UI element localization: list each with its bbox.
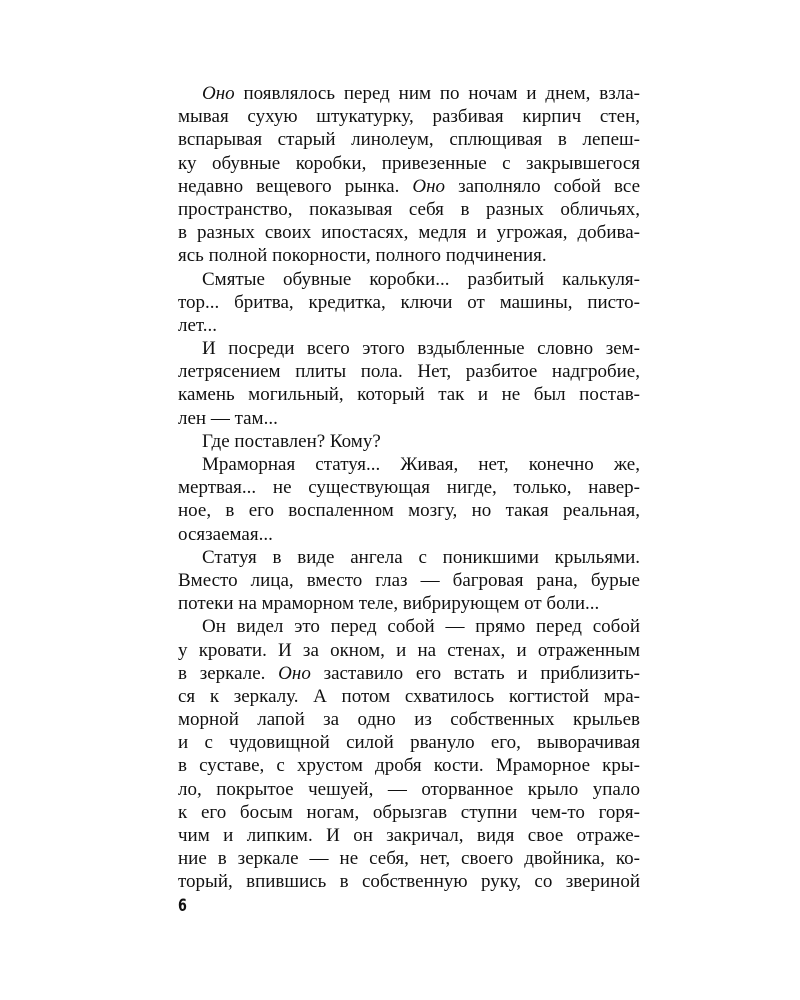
text-line: осязаемая... — [178, 523, 273, 545]
body-text — [178, 82, 640, 894]
text-line: в разных своих ипостасях, медля и угрожая, добива- — [178, 222, 640, 244]
text-line: вспарывая старый линолеум, сплющивая в лепеш- — [178, 129, 640, 151]
text-line: в суставе, с хрустом дробя кости. Мраморное кры- — [178, 755, 640, 777]
text-line: тор... бритва, кредитка, ключи от машины, писто- — [178, 291, 640, 313]
text-line: чим и липким. И он закричал, видя свое отраже- — [178, 825, 640, 846]
text-line: торый, впившись в собственную руку, со звериной — [178, 871, 640, 893]
text-line: потеки на мраморном теле, вибрирующем от боли... — [178, 593, 600, 615]
page-number: 6 — [178, 896, 187, 916]
text-line: Он видел это перед собой — прямо перед собой — [202, 616, 640, 638]
text-line: ся к зеркалу. А потом схватилось когтистой мра- — [178, 685, 640, 707]
text-line: Мраморная статуя... Живая, нет, конечно же, — [202, 454, 640, 475]
text-line: и с чудовищной силой рвануло его, выворачивая — [178, 732, 640, 754]
text-line: камень могильный, который так и не был постав- — [178, 384, 640, 406]
text-line: ние в зеркале — не себя, нет, своего двойника, ко- — [178, 848, 640, 870]
text-line: пространство, показывая себя в разных обличьях, — [178, 198, 640, 220]
text-line: Вместо лица, вместо глаз — багровая рана, бурые — [178, 569, 640, 591]
text-line: ное, в его воспаленном мозгу, но такая реальная, — [178, 500, 640, 522]
text-line: мертвая... не существующая нигде, только, навер- — [178, 477, 640, 499]
text-line: Смятые обувные коробки... разбитый калькуля- — [202, 268, 640, 290]
text-line: недавно вещевого рынка. Оно заполняло собой все — [178, 175, 640, 197]
text-line: в зеркале. Оно заставило его встать и приблизить- — [178, 662, 640, 684]
text-line: ку обувные коробки, привезенные с закрывшегося — [178, 152, 640, 174]
text-line: лен — там... — [178, 407, 278, 429]
text-line: Оно появлялось перед ним по ночам и днем, взла- — [202, 83, 640, 104]
text-line: И посреди всего этого вздыбленные словно зем- — [202, 338, 640, 360]
text-line: к его босым ногам, обрызгав ступни чем-то горя- — [178, 801, 640, 823]
text-line: у кровати. И за окном, и на стенах, и отраженным — [178, 639, 640, 661]
text-line: мывая сухую штукатурку, разбивая кирпич стен, — [178, 106, 640, 128]
text-line: морной лапой за одно из собственных крыльев — [178, 709, 640, 731]
text-line: летрясением плиты пола. Нет, разбитое надгробие, — [178, 361, 640, 383]
text-line: Статуя в виде ангела с поникшими крыльями. — [202, 546, 640, 568]
text-line: Где поставлен? Кому? — [202, 430, 381, 452]
text-line: ясь полной покорности, полного подчинения. — [178, 245, 547, 267]
text-line: лет... — [178, 314, 218, 336]
text-line: ло, покрытое чешуей, — оторванное крыло упало — [178, 778, 640, 800]
